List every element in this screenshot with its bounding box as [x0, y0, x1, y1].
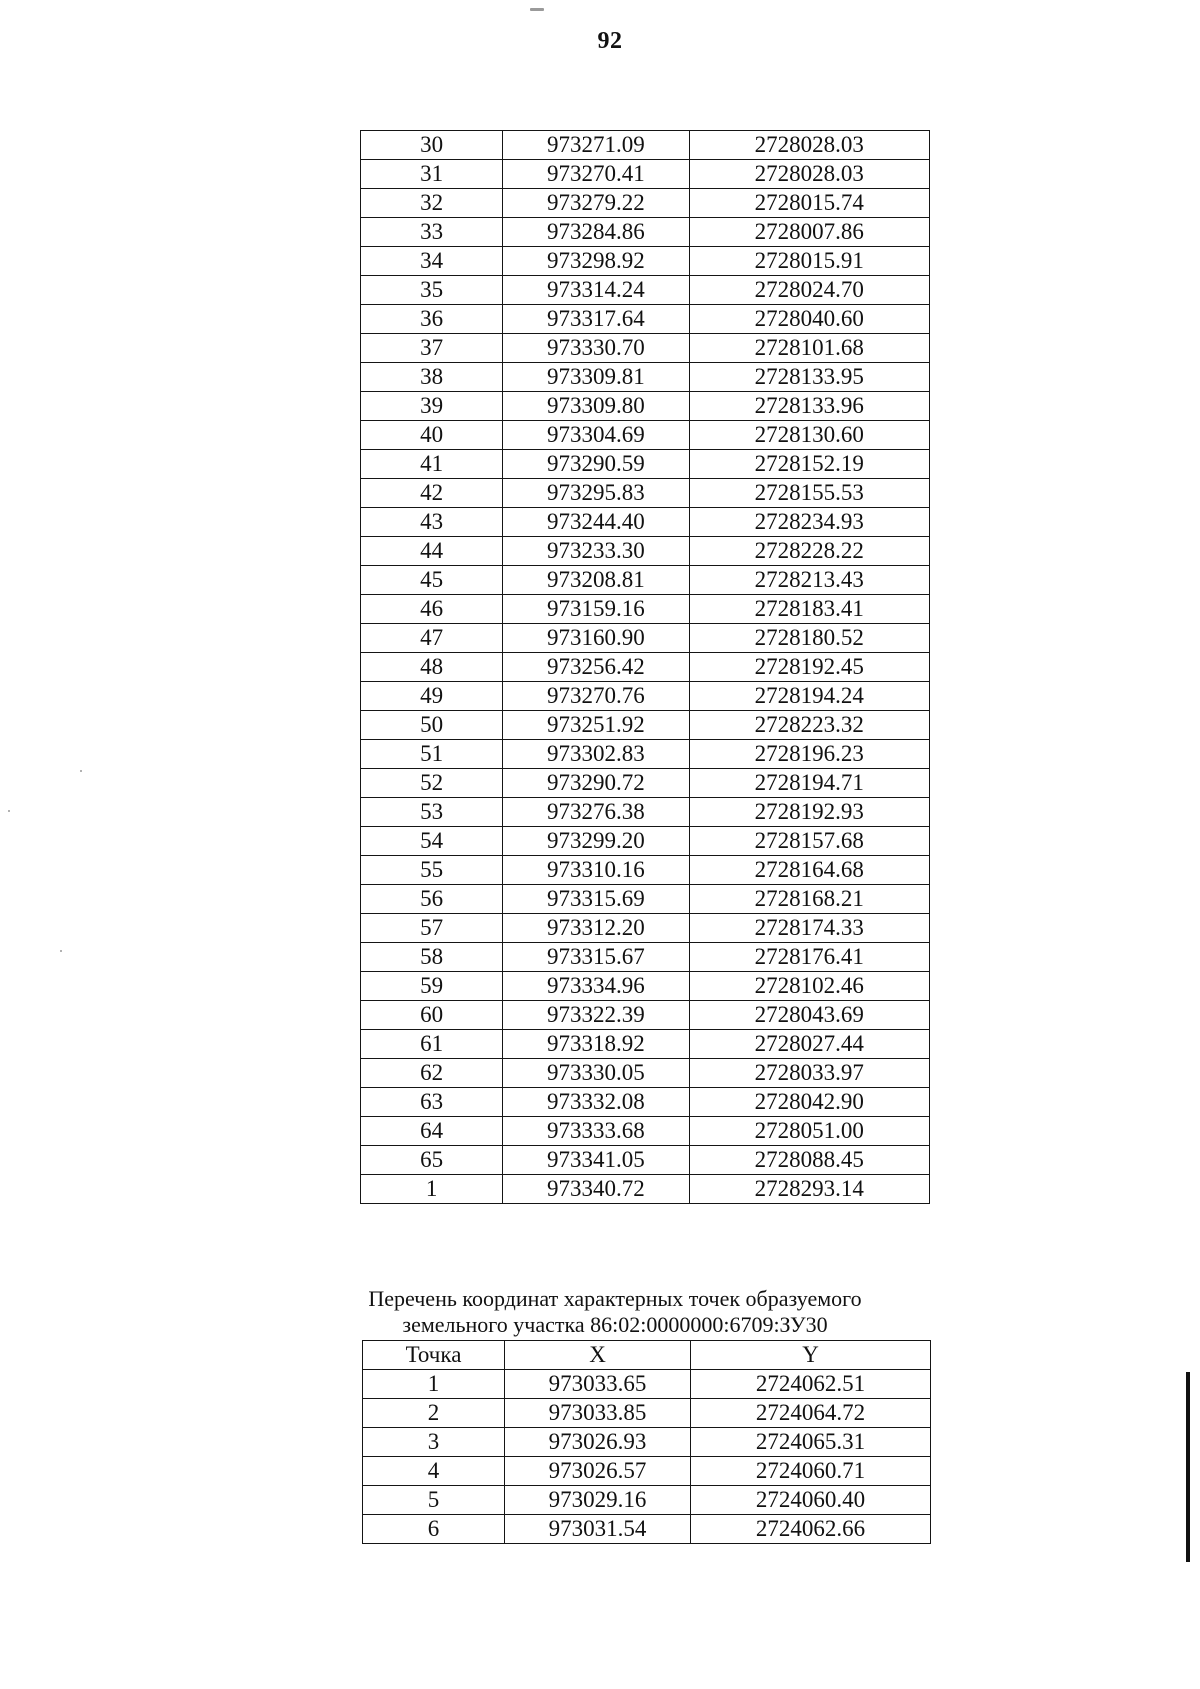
cell-y: 2728015.91 — [689, 247, 929, 276]
cell-y: 2728040.60 — [689, 305, 929, 334]
cell-y: 2728051.00 — [689, 1117, 929, 1146]
header-point: Точка — [363, 1341, 505, 1370]
scan-speck — [60, 950, 62, 952]
cell-point: 64 — [361, 1117, 503, 1146]
zu30-coordinates-table-body — [363, 1370, 931, 1544]
cell-y: 2728015.74 — [689, 189, 929, 218]
table-row — [361, 1117, 930, 1146]
cell-x: 973330.05 — [503, 1059, 689, 1088]
table-row — [361, 131, 930, 160]
table-row — [361, 943, 930, 972]
cell-point: 50 — [361, 711, 503, 740]
table-row — [361, 305, 930, 334]
cell-x: 973208.81 — [503, 566, 689, 595]
table-row — [361, 479, 930, 508]
table-row — [361, 653, 930, 682]
cell-point: 3 — [363, 1428, 505, 1457]
cell-x: 973304.69 — [503, 421, 689, 450]
table-row — [361, 711, 930, 740]
cell-x: 973233.30 — [503, 537, 689, 566]
cell-x: 973315.69 — [503, 885, 689, 914]
cell-y: 2728043.69 — [689, 1001, 929, 1030]
scan-speck — [8, 810, 10, 812]
table-row — [361, 450, 930, 479]
cell-y: 2728192.93 — [689, 798, 929, 827]
table-row — [361, 566, 930, 595]
cell-point: 46 — [361, 595, 503, 624]
cell-x: 973033.85 — [505, 1399, 691, 1428]
cell-y: 2728024.70 — [689, 276, 929, 305]
cell-x: 973334.96 — [503, 972, 689, 1001]
cell-x: 973279.22 — [503, 189, 689, 218]
cell-point: 57 — [361, 914, 503, 943]
cell-point: 51 — [361, 740, 503, 769]
table-row — [361, 537, 930, 566]
cell-y: 2728196.23 — [689, 740, 929, 769]
cell-point: 40 — [361, 421, 503, 450]
table-row — [361, 334, 930, 363]
cell-x: 973244.40 — [503, 508, 689, 537]
cell-y: 2728155.53 — [689, 479, 929, 508]
cell-x: 973271.09 — [503, 131, 689, 160]
cell-point: 42 — [361, 479, 503, 508]
cell-point: 31 — [361, 160, 503, 189]
cell-x: 973284.86 — [503, 218, 689, 247]
table-row — [361, 1059, 930, 1088]
cell-point: 38 — [361, 363, 503, 392]
cell-point: 62 — [361, 1059, 503, 1088]
cell-x: 973341.05 — [503, 1146, 689, 1175]
cell-x: 973029.16 — [505, 1486, 691, 1515]
cell-point: 4 — [363, 1457, 505, 1486]
cell-x: 973330.70 — [503, 334, 689, 363]
table-row — [361, 421, 930, 450]
cell-point: 49 — [361, 682, 503, 711]
cell-y: 2728213.43 — [689, 566, 929, 595]
cell-point: 54 — [361, 827, 503, 856]
cell-x: 973256.42 — [503, 653, 689, 682]
cell-x: 973318.92 — [503, 1030, 689, 1059]
cell-y: 2728088.45 — [689, 1146, 929, 1175]
cell-point: 37 — [361, 334, 503, 363]
table-row — [361, 827, 930, 856]
cell-x: 973315.67 — [503, 943, 689, 972]
cell-y: 2724065.31 — [691, 1428, 931, 1457]
cell-y: 2728234.93 — [689, 508, 929, 537]
cell-y: 2728133.95 — [689, 363, 929, 392]
cell-point: 32 — [361, 189, 503, 218]
cell-y: 2728028.03 — [689, 160, 929, 189]
scan-speck — [80, 770, 82, 772]
header-x: X — [505, 1341, 691, 1370]
cell-point: 43 — [361, 508, 503, 537]
cell-x: 973309.81 — [503, 363, 689, 392]
cell-y: 2728028.03 — [689, 131, 929, 160]
cell-point: 5 — [363, 1486, 505, 1515]
cell-y: 2728293.14 — [689, 1175, 929, 1204]
cell-x: 973295.83 — [503, 479, 689, 508]
cell-y: 2728164.68 — [689, 856, 929, 885]
table-row — [361, 798, 930, 827]
cell-x: 973026.57 — [505, 1457, 691, 1486]
cell-y: 2728180.52 — [689, 624, 929, 653]
cell-x: 973333.68 — [503, 1117, 689, 1146]
section-caption-line2: земельного участка 86:02:0000000:6709:ЗУ30 — [402, 1312, 828, 1337]
cell-x: 973159.16 — [503, 595, 689, 624]
scan-speck — [530, 8, 544, 11]
table-row — [361, 189, 930, 218]
cell-y: 2728192.45 — [689, 653, 929, 682]
cell-x: 973033.65 — [505, 1370, 691, 1399]
table-header-row — [363, 1341, 931, 1370]
cell-y: 2728194.24 — [689, 682, 929, 711]
cell-y: 2724060.40 — [691, 1486, 931, 1515]
cell-point: 39 — [361, 392, 503, 421]
table-row — [361, 769, 930, 798]
cell-y: 2728101.68 — [689, 334, 929, 363]
cell-x: 973290.72 — [503, 769, 689, 798]
cell-y: 2728176.41 — [689, 943, 929, 972]
cell-y: 2728042.90 — [689, 1088, 929, 1117]
cell-point: 34 — [361, 247, 503, 276]
cell-point: 36 — [361, 305, 503, 334]
cell-point: 2 — [363, 1399, 505, 1428]
cell-y: 2724064.72 — [691, 1399, 931, 1428]
cell-x: 973251.92 — [503, 711, 689, 740]
table-row — [361, 885, 930, 914]
table-row — [361, 392, 930, 421]
cell-point: 6 — [363, 1515, 505, 1544]
cell-point: 44 — [361, 537, 503, 566]
cell-point: 65 — [361, 1146, 503, 1175]
cell-y: 2724062.51 — [691, 1370, 931, 1399]
table-row — [361, 914, 930, 943]
coordinates-table — [360, 130, 930, 1204]
table-row — [361, 856, 930, 885]
cell-point: 61 — [361, 1030, 503, 1059]
table-row — [363, 1486, 931, 1515]
cell-x: 973332.08 — [503, 1088, 689, 1117]
cell-x: 973299.20 — [503, 827, 689, 856]
table-row — [363, 1399, 931, 1428]
cell-x: 973270.76 — [503, 682, 689, 711]
cell-y: 2724060.71 — [691, 1457, 931, 1486]
table-row — [361, 682, 930, 711]
cell-y: 2728130.60 — [689, 421, 929, 450]
table-row — [361, 595, 930, 624]
cell-point: 30 — [361, 131, 503, 160]
table-row — [361, 624, 930, 653]
header-y: Y — [691, 1341, 931, 1370]
cell-point: 35 — [361, 276, 503, 305]
cell-point: 1 — [361, 1175, 503, 1204]
cell-point: 56 — [361, 885, 503, 914]
table-row — [361, 363, 930, 392]
table-row — [363, 1428, 931, 1457]
cell-point: 58 — [361, 943, 503, 972]
cell-y: 2728033.97 — [689, 1059, 929, 1088]
cell-y: 2728168.21 — [689, 885, 929, 914]
cell-x: 973340.72 — [503, 1175, 689, 1204]
cell-point: 55 — [361, 856, 503, 885]
table-row — [361, 247, 930, 276]
scan-edge-mark — [1186, 1372, 1190, 1562]
cell-point: 47 — [361, 624, 503, 653]
cell-x: 973290.59 — [503, 450, 689, 479]
cell-y: 2728007.86 — [689, 218, 929, 247]
table-row — [361, 1175, 930, 1204]
cell-y: 2728152.19 — [689, 450, 929, 479]
cell-y: 2728102.46 — [689, 972, 929, 1001]
cell-y: 2728174.33 — [689, 914, 929, 943]
table-row — [361, 1146, 930, 1175]
cell-y: 2728223.32 — [689, 711, 929, 740]
cell-point: 52 — [361, 769, 503, 798]
cell-y: 2724062.66 — [691, 1515, 931, 1544]
cell-point: 53 — [361, 798, 503, 827]
cell-y: 2728194.71 — [689, 769, 929, 798]
cell-x: 973317.64 — [503, 305, 689, 334]
cell-x: 973302.83 — [503, 740, 689, 769]
cell-x: 973322.39 — [503, 1001, 689, 1030]
cell-x: 973031.54 — [505, 1515, 691, 1544]
cell-y: 2728133.96 — [689, 392, 929, 421]
table-row — [361, 1001, 930, 1030]
coordinates-table-body — [361, 131, 930, 1204]
table-row — [361, 508, 930, 537]
section-caption-line1: Перечень координат характерных точек образуемого — [368, 1286, 862, 1311]
cell-y: 2728183.41 — [689, 595, 929, 624]
cell-y: 2728228.22 — [689, 537, 929, 566]
cell-x: 973314.24 — [503, 276, 689, 305]
cell-point: 60 — [361, 1001, 503, 1030]
table-row — [361, 218, 930, 247]
table-row — [361, 276, 930, 305]
cell-point: 59 — [361, 972, 503, 1001]
cell-point: 33 — [361, 218, 503, 247]
page-number: 92 — [597, 28, 623, 54]
cell-point: 48 — [361, 653, 503, 682]
cell-x: 973160.90 — [503, 624, 689, 653]
table-row — [361, 972, 930, 1001]
table-row — [363, 1370, 931, 1399]
cell-x: 973310.16 — [503, 856, 689, 885]
cell-x: 973312.20 — [503, 914, 689, 943]
cell-point: 45 — [361, 566, 503, 595]
cell-x: 973298.92 — [503, 247, 689, 276]
cell-x: 973026.93 — [505, 1428, 691, 1457]
cell-x: 973309.80 — [503, 392, 689, 421]
table-row — [361, 1088, 930, 1117]
table-row — [361, 1030, 930, 1059]
table-row — [361, 740, 930, 769]
cell-y: 2728157.68 — [689, 827, 929, 856]
cell-x: 973270.41 — [503, 160, 689, 189]
table-row — [363, 1457, 931, 1486]
table-row — [363, 1515, 931, 1544]
zu30-coordinates-table — [362, 1340, 931, 1544]
cell-y: 2728027.44 — [689, 1030, 929, 1059]
cell-point: 41 — [361, 450, 503, 479]
cell-x: 973276.38 — [503, 798, 689, 827]
table-row — [361, 160, 930, 189]
cell-point: 1 — [363, 1370, 505, 1399]
cell-point: 63 — [361, 1088, 503, 1117]
